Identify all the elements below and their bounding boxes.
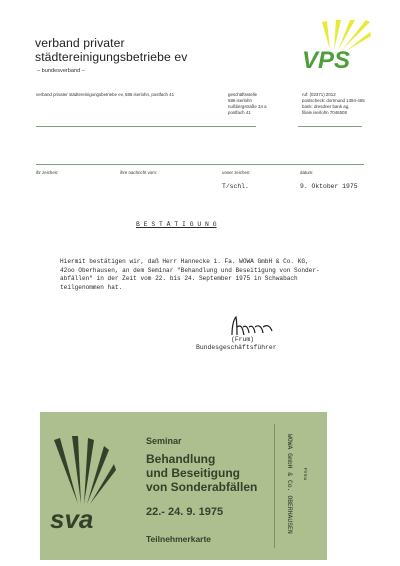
body-line: 42oo Oberhausen, an dem Seminar "Behandlung und Beseitigung von Sonder- bbox=[60, 266, 320, 274]
office-line: ruf: (02371) 2012 bbox=[302, 92, 336, 97]
datum-value: 9. Oktober 1975 bbox=[300, 183, 358, 190]
org-name-line2: städtereinigungsbetriebe ev bbox=[35, 50, 188, 64]
signer-name: (Frum) bbox=[231, 336, 255, 343]
office-line: 586 iserlohn bbox=[228, 98, 252, 103]
logo-text: VPS bbox=[302, 47, 351, 74]
datum-label: datum: bbox=[300, 170, 314, 175]
body-line: teilgenommen hat. bbox=[60, 283, 123, 291]
card-seminar-label: Seminar bbox=[146, 436, 182, 446]
ihr-zeichen-label: ihr zeichen: bbox=[36, 170, 59, 175]
card-type-label: Teilnehmerkarte bbox=[146, 534, 212, 544]
header-rule-left bbox=[36, 126, 256, 127]
ihr-nachricht-label: ihre nachricht vom: bbox=[120, 170, 158, 175]
org-subtitle: – bundesverband – bbox=[37, 68, 85, 74]
vps-logo bbox=[300, 18, 372, 80]
office-details-col2 bbox=[302, 92, 365, 116]
header-rule-right bbox=[298, 126, 362, 127]
return-address: verband privater städtereinigungsbetriebe ev, 586 iserlohn, postfach 41 bbox=[36, 92, 175, 97]
office-details-col1 bbox=[228, 92, 267, 116]
letter-body bbox=[60, 258, 320, 292]
card-title-line: von Sonderabfällen bbox=[146, 480, 258, 494]
unser-zeichen-value: T/schl. bbox=[222, 183, 249, 190]
office-line: postscheck: dortmund 1394-465 bbox=[302, 98, 365, 103]
card-dates: 22.- 24. 9. 1975 bbox=[146, 506, 224, 518]
letter-heading: B E S T Ä T I G U N G bbox=[136, 221, 217, 228]
office-line: geschäftsstelle bbox=[228, 92, 258, 97]
sva-logo bbox=[48, 434, 120, 538]
org-name-line1: verband privater bbox=[35, 36, 125, 50]
office-line: filiale iserlohn 7046508 bbox=[302, 110, 347, 115]
office-line: postfach 41 bbox=[228, 110, 251, 115]
sva-logo-text: sva bbox=[50, 504, 94, 534]
logo-rays-icon bbox=[54, 436, 116, 504]
body-line: Hiermit bestätigen wir, daß Herr Hannecke i. Fa. WOWA GmbH & Co. KG, bbox=[60, 258, 309, 265]
office-line: nußbergstraße 34 a bbox=[228, 104, 267, 109]
card-company-stamp: WOWA GmbH & Co. OBERHAUSEN bbox=[286, 434, 293, 534]
office-line: bank: dresdner bank ag, bbox=[302, 104, 350, 109]
body-line: abfällen" in der Zeit vom 22. bis 24. September 1975 in Schwabach bbox=[60, 275, 298, 283]
card-divider bbox=[274, 424, 275, 548]
participant-card bbox=[40, 412, 327, 560]
card-firma-label: Firma bbox=[302, 468, 307, 481]
ref-rule-top bbox=[36, 164, 364, 165]
signer-title: Bundesgeschäftsführer bbox=[196, 344, 277, 351]
card-title-line: Behandlung bbox=[146, 452, 216, 466]
card-title-line: und Beseitigung bbox=[146, 466, 240, 480]
unser-zeichen-label: unser zeichen: bbox=[222, 170, 251, 175]
